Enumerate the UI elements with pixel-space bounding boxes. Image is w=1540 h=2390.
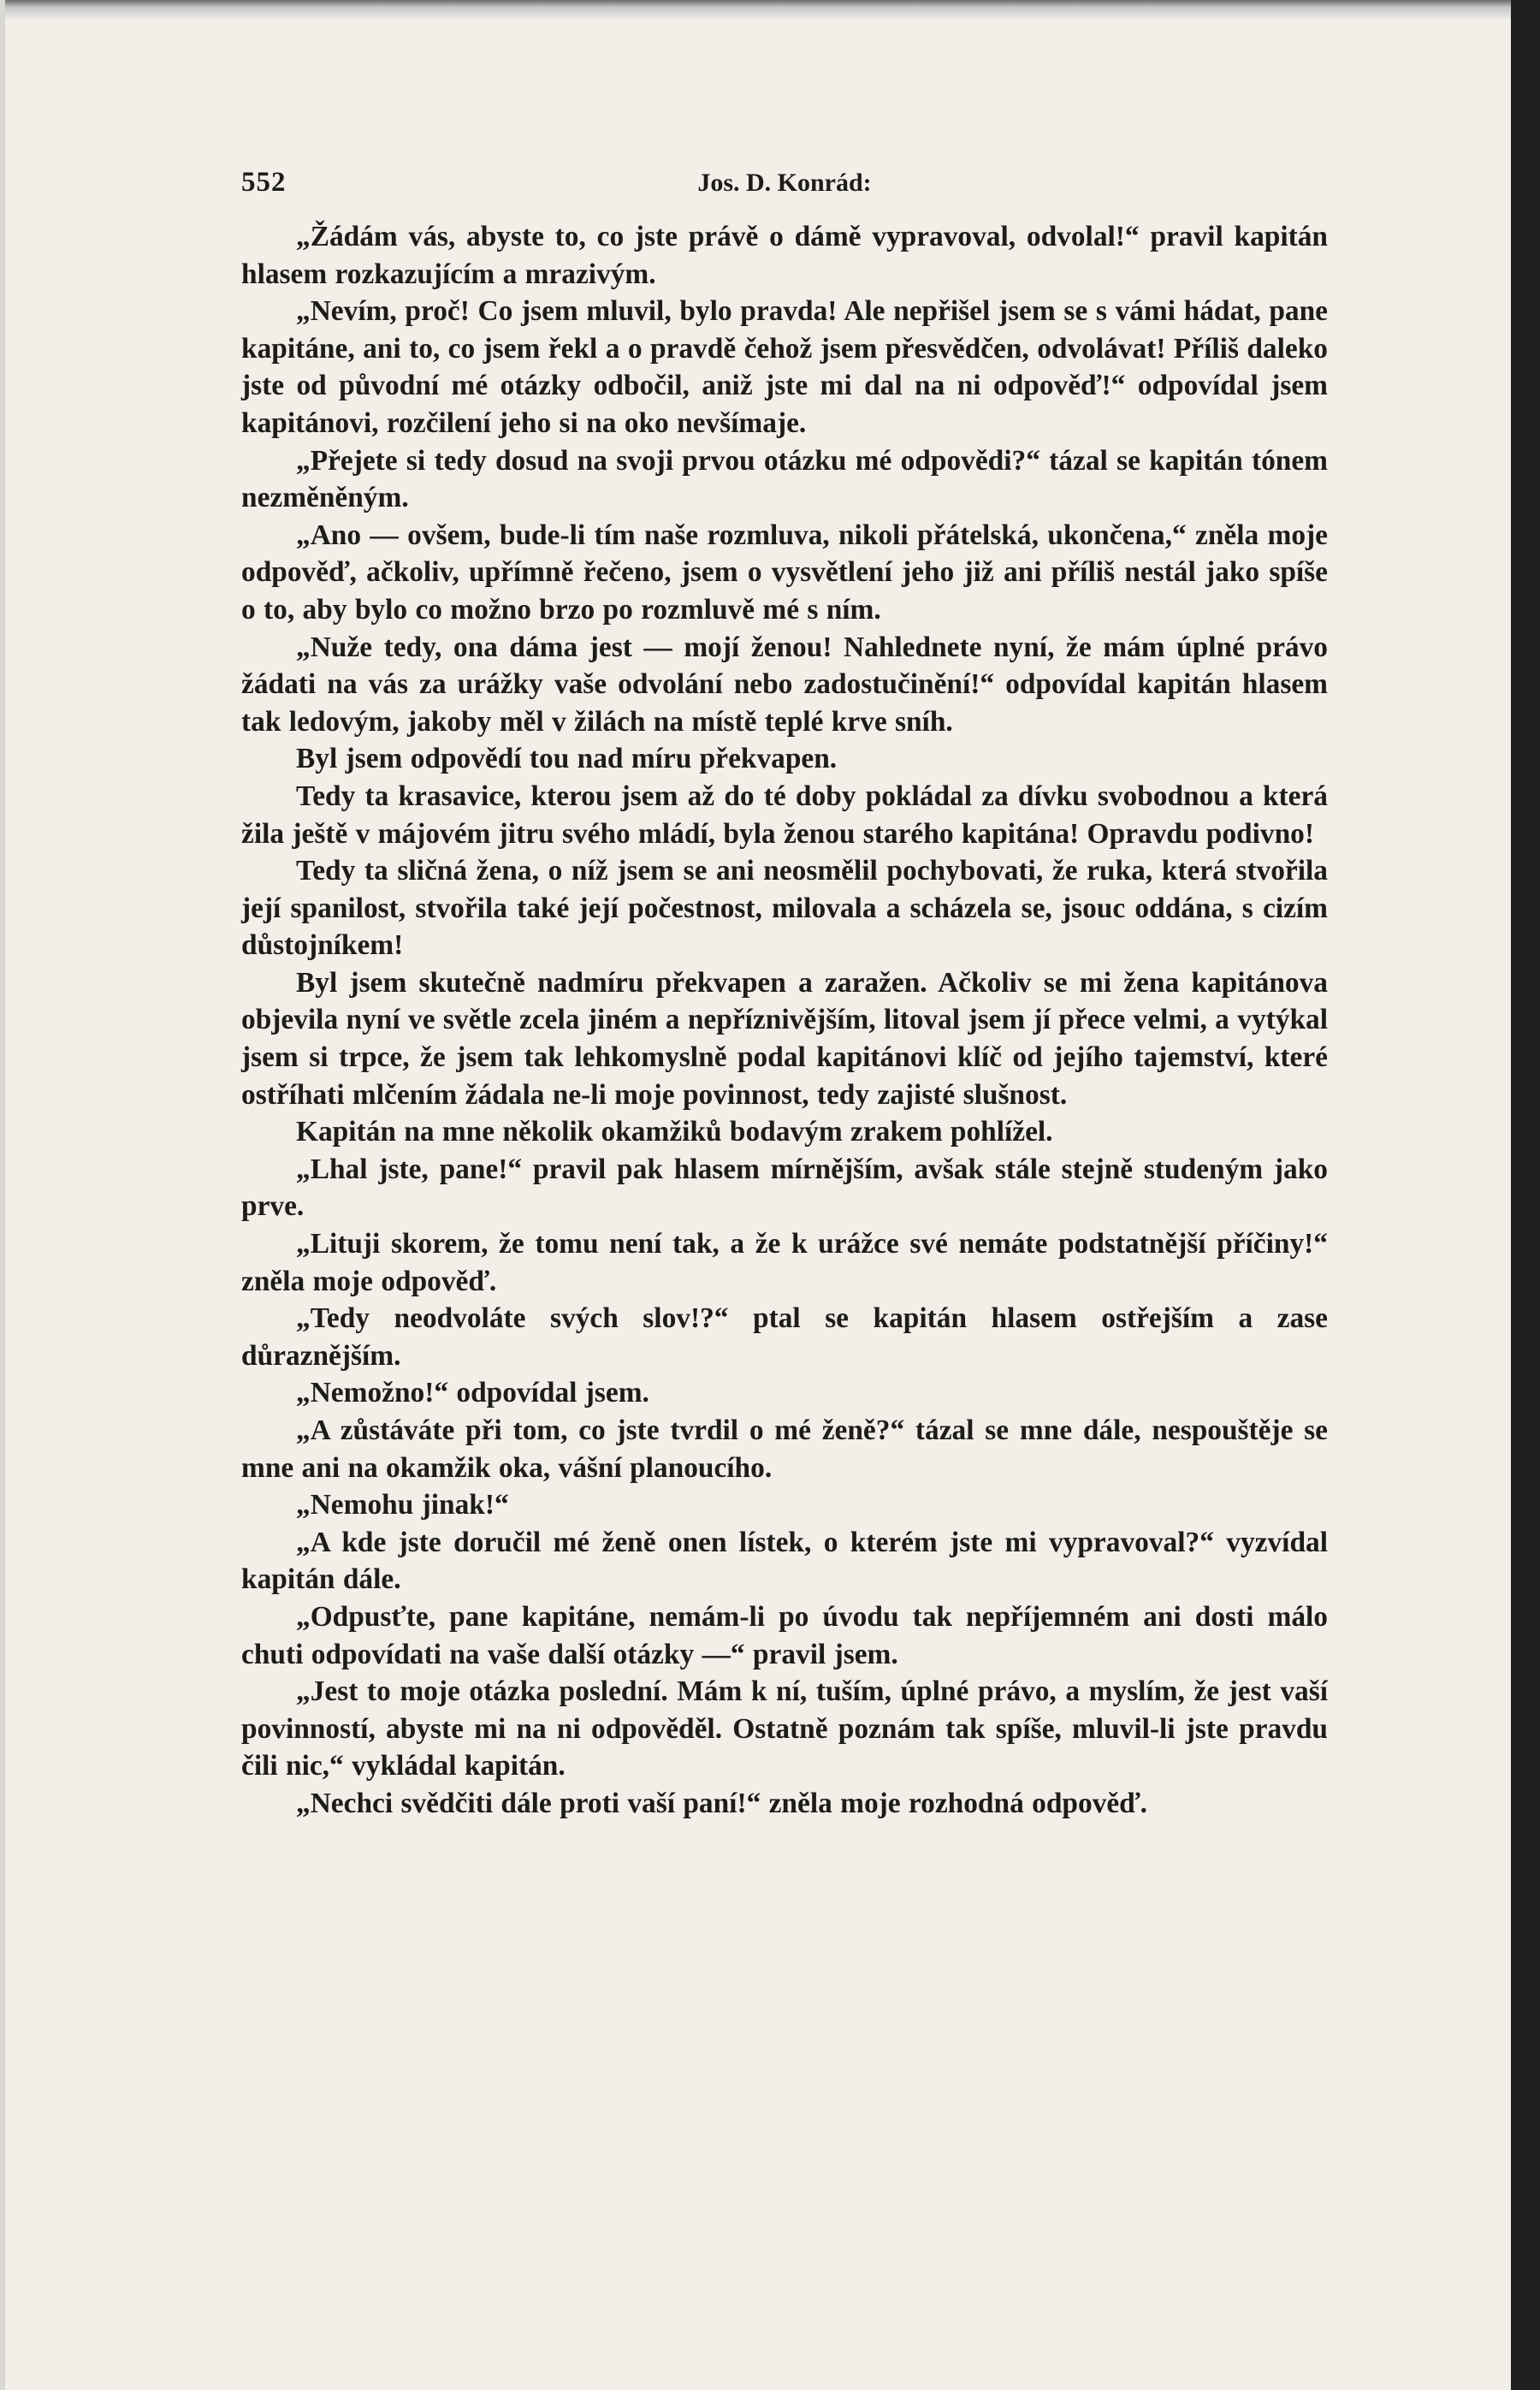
paragraph: „Lhal jste, pane!“ pravil pak hlasem mírnějším, avšak stále stejně studeným jako prve. xyxy=(241,1153,1328,1223)
paragraph: „Nemohu jinak!“ xyxy=(296,1489,509,1521)
book-page xyxy=(241,167,1328,1823)
paragraph: „Jest to moje otázka poslední. Mám k ní, tuším, úplné právo, a myslím, že jest vaší povinností, abyste mi na ni odpověděl. Ostatně poznám tak spíše, mluvil-li jste pravdu čili nic,“ vykládal kapitán. xyxy=(241,1675,1328,1782)
scan-left-edge xyxy=(0,0,5,2390)
paragraph: „Ano — ovšem, bude-li tím naše rozmluva, nikoli přátelská, ukončena,“ zněla moje odpověď, ačkoliv, upřímně řečeno, jsem o vysvětlení jeho již ani příliš nestál jako spíše o to, aby bylo co možno brzo po rozmluvě mé s ním. xyxy=(241,519,1328,626)
paragraph: Tedy ta krasavice, kterou jsem až do té doby pokládal za dívku svobodnou a která žila ještě v májovém jitru svého mládí, byla ženou starého kapitána! Opravdu podivno! xyxy=(241,780,1328,850)
scan-top-edge xyxy=(0,0,1540,19)
paragraph: „Přejete si tedy dosud na svoji prvou otázku mé odpovědi?“ tázal se kapitán tónem nezměněným. xyxy=(241,444,1328,514)
paragraph: „Tedy neodvoláte svých slov!?“ ptal se kapitán hlasem ostřejším a zase důraznějším. xyxy=(241,1302,1328,1372)
paragraph: „Nevím, proč! Co jsem mluvil, bylo pravda! Ale nepřišel jsem se s vámi hádat, pane kapitáne, ani to, co jsem řekl a o pravdě čehož jsem přesvědčen, odvolávat! Příliš daleko jste od původní mé otázky odbočil, aniž jste mi dal na ni odpověď!“ odpovídal jsem kapitánovi, rozčilení jeho si na oko nevšímaje. xyxy=(241,295,1328,439)
page-number: 552 xyxy=(241,167,287,198)
paragraph: Tedy ta sličná žena, o níž jsem se ani neosmělil pochybovati, že ruka, která stvořila její spanilost, stvořila také její počestnost, milovala a scházela se, jsouc oddána, s cizím důstojníkem! xyxy=(241,855,1328,962)
running-header xyxy=(241,167,1328,218)
paragraph: „Nemožno!“ odpovídal jsem. xyxy=(296,1377,649,1409)
paragraph: Kapitán na mne několik okamžiků bodavým zrakem pohlížel. xyxy=(296,1116,1053,1148)
paragraph: „Žádám vás, abyste to, co jste právě o dámě vypravoval, odvolal!“ pravil kapitán hlasem rozkazujícím a mrazivým. xyxy=(241,221,1328,290)
paragraph: „Nuže tedy, ona dáma jest — mojí ženou! Nahlednete nyní, že mám úplné právo žádati na vás za urážky vaše odvolání nebo zadostučinění!“ odpovídal kapitán hlasem tak ledovým, jakoby měl v žilách na místě teplé krve sníh. xyxy=(241,631,1328,738)
running-title: Jos. D. Konrád: xyxy=(697,169,872,197)
scan-right-edge xyxy=(1511,0,1540,2390)
paragraph: „A zůstáváte při tom, co jste tvrdil o mé ženě?“ tázal se mne dále, nespouštěje se mne ani na okamžik oka, vášní planoucího. xyxy=(241,1414,1328,1484)
paragraph: Byl jsem odpovědí tou nad míru překvapen. xyxy=(296,743,838,775)
paragraph: „Lituji skorem, že tomu není tak, a že k urážce své nemáte podstatnější příčiny!“ zněla moje odpověď. xyxy=(241,1228,1328,1297)
paragraph: „A kde jste doručil mé ženě onen lístek, o kterém jste mi vypravoval?“ vyzvídal kapitán dále. xyxy=(241,1526,1328,1596)
paragraph: „Nechci svědčiti dále proti vaší paní!“ zněla moje rozhodná odpověď. xyxy=(296,1787,1148,1819)
paragraph: Byl jsem skutečně nadmíru překvapen a zaražen. Ačkoliv se mi žena kapitánova objevila nyní ve světle zcela jiném a nepříznivějším, litoval jsem jí přece velmi, a vytýkal jsem si trpce, že jsem tak lehkomyslně podal kapitánovi klíč od jejího tajemství, které ostříhati mlčením žádala ne-li moje povinnost, tedy zajisté slušnost. xyxy=(241,966,1328,1111)
paragraph: „Odpusťte, pane kapitáne, nemám-li po úvodu tak nepříjemném ani dosti málo chuti odpovídati na vaše další otázky —“ pravil jsem. xyxy=(241,1600,1328,1670)
body-text xyxy=(241,218,1328,1823)
